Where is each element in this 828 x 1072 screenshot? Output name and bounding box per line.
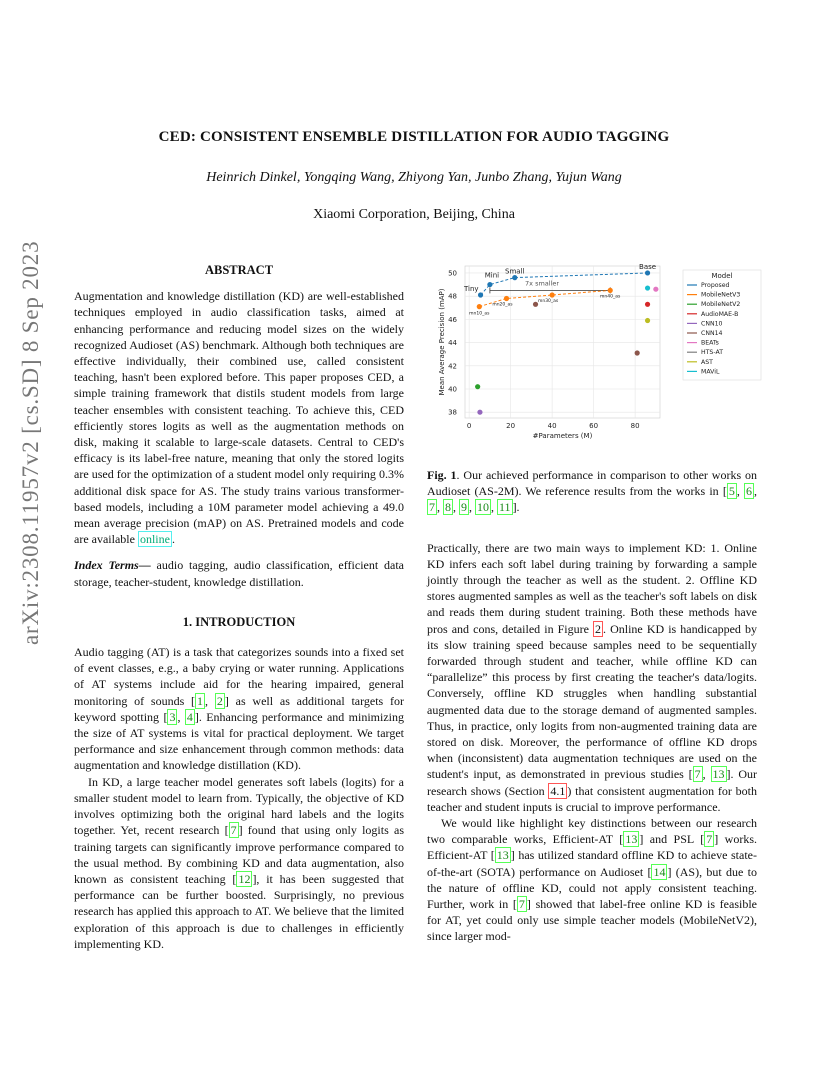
citation-link[interactable]: 12 <box>238 871 251 886</box>
text-span: ] showed that label-free online KD is feasible for AT, yet could only use simple teacher models (MobileNetV2), since larger mod- <box>427 897 757 944</box>
data-point <box>533 302 538 307</box>
figure-caption <box>427 467 757 516</box>
annotation-label: 7x smaller <box>525 279 560 288</box>
citation-link[interactable]: 13 <box>712 767 725 782</box>
data-point <box>477 304 482 309</box>
online-link[interactable]: online <box>139 532 170 547</box>
y-tick-label: 38 <box>448 408 457 417</box>
data-point <box>635 350 640 355</box>
text-span: ] works. Efficient-AT [ <box>427 832 757 863</box>
arxiv-identifier: arXiv:2308.11957v2 [cs.SD] 8 Sep 2023 <box>18 240 43 645</box>
paper-authors: Heinrich Dinkel, Yongqing Wang, Zhiyong Yan, Junbo Zhang, Yujun Wang <box>206 170 622 185</box>
legend-entry: AudioMAE-B <box>701 310 739 318</box>
y-axis-label: Mean Average Precision (mAP) <box>438 288 446 396</box>
citation-link[interactable]: 14 <box>653 864 666 879</box>
citation-link[interactable]: 7 <box>230 823 237 838</box>
legend-entry: CNN10 <box>701 320 723 328</box>
text-span: ]. Our research shows (Section <box>427 767 757 798</box>
x-axis-label: #Parameters (M) <box>532 432 593 440</box>
data-point <box>475 384 480 389</box>
data-point <box>487 282 492 287</box>
intro-paragraph-1 <box>74 644 404 774</box>
point-label: mn10_as <box>469 311 490 317</box>
abstract-end: . <box>171 532 175 547</box>
citation-link[interactable]: 10 <box>477 500 489 515</box>
data-point <box>512 275 517 280</box>
data-point <box>645 285 650 290</box>
point-label: mn20_as <box>492 302 513 308</box>
citation-link[interactable]: 9 <box>461 500 467 515</box>
data-point <box>645 318 650 323</box>
paper-title: CED: CONSISTENT ENSEMBLE DISTILLATION FOR AUDIO TAGGING <box>158 129 670 145</box>
data-point <box>477 410 482 415</box>
y-tick-label: 50 <box>448 269 457 278</box>
text-span: We would like highlight key distinctions between our research two comparable works, Efficient-AT [ <box>427 816 757 847</box>
citation-link[interactable]: 2 <box>216 693 223 708</box>
index-terms-label: Index Terms— <box>74 558 151 573</box>
performance-scatter-chart <box>435 262 765 452</box>
abstract-text: Augmentation and knowledge distillation (KD) are well-established techniques employed in audio classification tasks, aimed at enhancing performance and reducing model sizes on the widely recognized Audioset (AS) benchmark. Although both techniques are effective individually, their combined use, called consistent teaching, hasn't been explored before. This paper proposes CED, a simple training framework that distils student models from large teacher ensembles with consistent teaching. To achieve this, CED efficiently stores logits as well as the augmentation methods on disk, making it scalable to large-scale datasets. Central to CED's efficacy is its label-free nature, meaning that only the stored logits are used for the optimization of a student model only requiring 0.3% additional disk space for AS. The study trains various transformer-based models, including a 10M parameter model achieving a 49.0 mean average precision (mAP) on AS. Pretrained models and code are available <box>74 289 404 547</box>
y-tick-label: 42 <box>448 362 457 371</box>
text-span: . Online KD is handicapped by its slow training speed because samples need to be sequentially forwarded through student and teacher, while offline KD can “parallelize” this process by first creating the teacher's data/logits. Conversely, offline KD struggles when handling substantial augmented data due to the storage demand of augmented samples. Thus, in practice, only logits from non-augmented training data are stored on disk. Moreover, the performance of offline KD drops when (inconsistent) data augmentation techniques are used on the student's input, as demonstrated in previous studies [ <box>427 621 757 782</box>
text-span: Audio tagging (AT) is a task that categorizes sounds into a fixed set of event classes, e.g., a baby crying or water running. Applications of AT systems include aid for the hearing impaired, general monitoring of sounds [ <box>74 645 404 708</box>
text-span: ] has utilized standard offline KD to achieve state-of-the-art (SOTA) performance on Audioset [ <box>427 848 758 879</box>
y-tick-label: 44 <box>448 339 457 348</box>
point-label: Mini <box>484 271 500 280</box>
text-span: ] found that using only logits as training targets can significantly improve performance compared to the usual method. By combining KD and data augmentation, also known as consistent teaching [ <box>74 823 404 886</box>
text-span: ) that consistent augmentation for both teacher and student inputs is crucial to improve performance. <box>427 783 758 814</box>
x-tick-label: 40 <box>547 422 557 430</box>
data-point <box>645 270 650 275</box>
data-point <box>645 302 650 307</box>
citation-link[interactable]: 6 <box>746 484 753 499</box>
y-tick-label: 46 <box>448 315 457 324</box>
x-tick-label: 60 <box>589 422 599 430</box>
citation-link[interactable]: 7 <box>518 897 525 912</box>
legend-entry: AST <box>701 358 713 366</box>
text-span: ] (AS), but due to the nature of offline KD, could not apply consistent teaching. Further, work in [ <box>427 864 757 912</box>
left-column <box>74 262 404 952</box>
legend-entry: MobileNetV3 <box>701 291 741 299</box>
index-terms <box>74 557 404 589</box>
data-point <box>608 288 613 293</box>
figure-ref-link[interactable]: 2 <box>595 621 602 636</box>
citation-link[interactable]: 13 <box>496 848 509 863</box>
intro-paragraph-3 <box>427 540 757 815</box>
citation-link[interactable]: 7 <box>429 500 435 515</box>
legend-entry: MAViL <box>701 368 720 376</box>
citation-link[interactable]: 3 <box>169 709 176 724</box>
y-tick-label: 48 <box>448 292 457 301</box>
citation-link[interactable]: 7 <box>706 832 713 847</box>
caption-end: ]. <box>512 500 520 515</box>
data-point <box>653 287 658 292</box>
text-span: , <box>177 709 185 724</box>
citation-link[interactable]: 8 <box>445 500 451 515</box>
section-ref-link[interactable]: 4.1 <box>550 783 566 798</box>
figure-references: 5 , 6 , 7 , 8 , 9 , 10 , 11 <box>429 484 758 515</box>
citation-link[interactable]: 1 <box>197 693 204 708</box>
point-label: Base <box>639 262 657 271</box>
intro-paragraph-4 <box>427 815 757 945</box>
x-tick-label: 80 <box>630 422 640 430</box>
legend-title: Model <box>711 272 733 280</box>
plot-area <box>465 266 660 418</box>
point-label: Small <box>505 267 525 276</box>
data-point <box>550 292 555 297</box>
y-tick-label: 40 <box>448 385 457 394</box>
citation-link[interactable]: 4 <box>186 709 193 724</box>
text-span: , <box>205 693 215 708</box>
citation-link[interactable]: 11 <box>499 500 511 515</box>
caption-text: . Our achieved performance in comparison to other works on Audioset (AS-2M). We reference results from the works in [ <box>427 468 757 499</box>
point-label: Tiny <box>463 285 479 294</box>
figure-label: Fig. 1 <box>427 468 457 482</box>
legend-entry: BEATs <box>701 339 719 347</box>
legend-entry: Proposed <box>701 282 730 289</box>
citation-link[interactable]: 5 <box>728 484 735 499</box>
legend-entry: HTS-AT <box>701 349 723 357</box>
citation-link[interactable]: 7 <box>694 767 701 782</box>
text-span: ] and PSL [ <box>639 832 705 847</box>
citation-link[interactable]: 13 <box>625 832 638 847</box>
intro-heading: 1. INTRODUCTION <box>182 614 296 629</box>
x-tick-label: 20 <box>506 422 516 430</box>
paper-affiliation: Xiaomi Corporation, Beijing, China <box>313 207 515 222</box>
right-column <box>427 467 757 945</box>
text-span: Practically, there are two main ways to implement KD: 1. Online KD infers each soft label during training by forwarding a sample jointly through the teacher as well as the student. 2. Offline KD stores augmented samples as well as the teacher's soft labels on disk and reads them during student training. Both these methods have pros and cons, detailed in Figure <box>427 540 757 636</box>
text-span: ]. Enhancing performance and minimizing the size of AT systems is vital for practical deployment. We target performance and size enhancement through common methods: data augmentation and knowledge distillation (KD). <box>74 709 404 773</box>
text-span: ] as well as additional targets for keyword spotting [ <box>74 693 404 724</box>
abstract-body <box>74 288 404 547</box>
text-span: In KD, a large teacher model generates soft labels (logits) for a smaller student model to learn from. Typically, the objective of KD involves optimizing both the original hard labels and the logits together. Yet, recent research [ <box>74 774 404 838</box>
index-terms-text: audio tagging, audio classification, efficient data storage, teacher-student, knowledge distillation. <box>74 558 404 589</box>
text-span: , <box>702 767 711 782</box>
legend-entry: CNN14 <box>701 330 723 337</box>
text-span: ], it has been suggested that performance can be further boosted. Surprisingly, no previous research has applied this approach to AT. We believe that the limited exploration of this approach is due to challenges in efficiently implementing KD. <box>74 871 404 951</box>
data-point <box>504 296 509 301</box>
legend-entry: MobileNetV2 <box>701 301 741 309</box>
point-label: mn40_as <box>600 294 621 300</box>
data-point <box>478 292 483 297</box>
point-label: mn30_as <box>537 299 559 305</box>
abstract-heading: ABSTRACT <box>204 263 274 277</box>
intro-paragraph-2 <box>74 774 404 952</box>
x-tick-label: 0 <box>466 422 472 430</box>
